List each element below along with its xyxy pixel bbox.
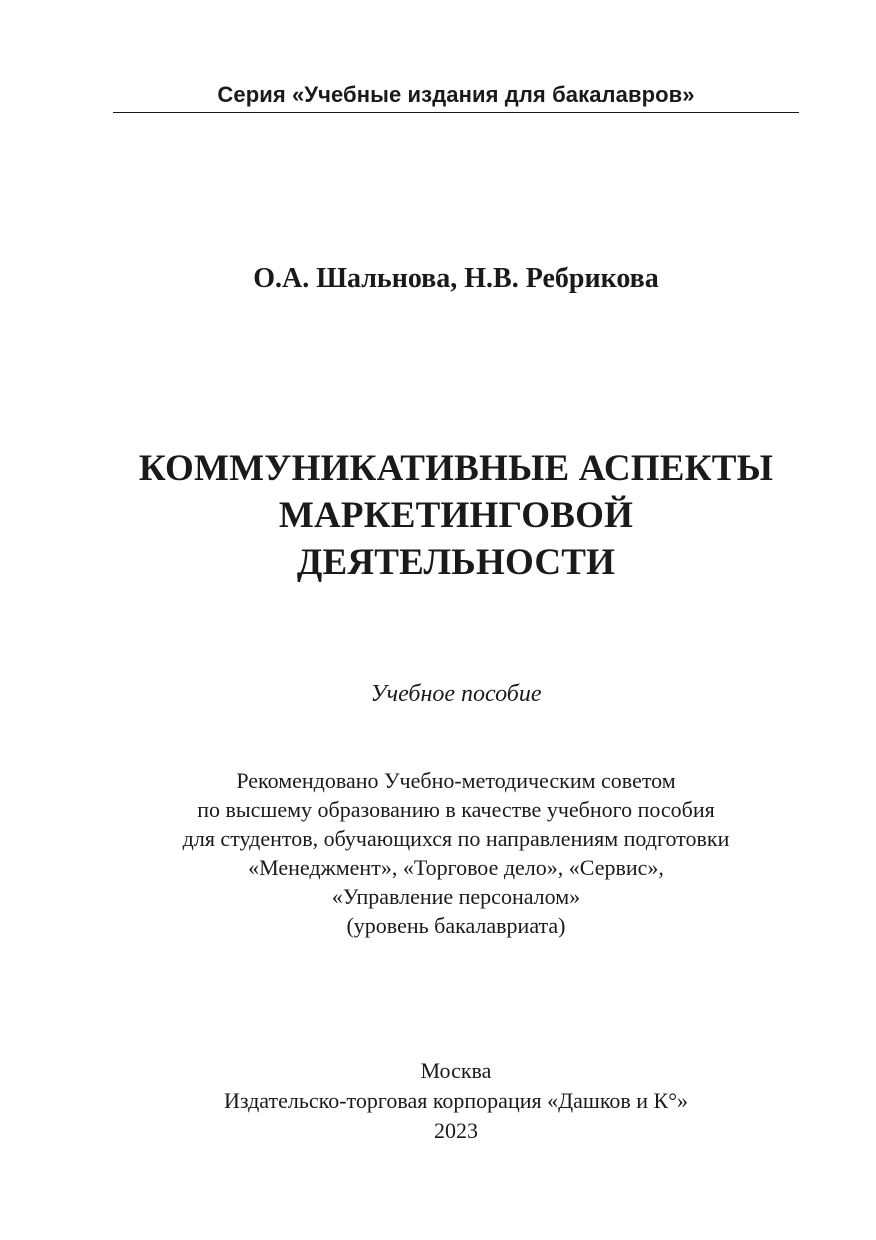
recommendation-note: [0, 766, 876, 940]
imprint-year: 2023: [434, 1118, 478, 1143]
recommendation-line: (уровень бакалавриата): [346, 913, 566, 938]
book-title: [0, 445, 876, 586]
series-heading: Серия «Учебные издания для бакалавров»: [217, 82, 695, 107]
book-title-line: ДЕЯТЕЛЬНОСТИ: [296, 542, 616, 583]
recommendation-line: Рекомендовано Учебно-методическим советом: [236, 768, 676, 793]
publication-type: Учебное пособие: [370, 681, 542, 707]
recommendation-line: «Менеджмент», «Торговое дело», «Сервис»,: [248, 855, 664, 880]
recommendation-line: для студентов, обучающихся по направлениям подготовки: [182, 826, 730, 851]
series-divider: [113, 112, 799, 113]
recommendation-line: по высшему образованию в качестве учебного пособия: [197, 797, 715, 822]
imprint-publisher: Издательско-торговая корпорация «Дашков и К°»: [223, 1088, 689, 1113]
recommendation-line: «Управление персоналом»: [331, 884, 581, 909]
imprint: [0, 1056, 876, 1146]
authors: О.А. Шальнова, Н.В. Ребрикова: [253, 263, 659, 294]
book-title-line: МАРКЕТИНГОВОЙ: [278, 495, 634, 536]
imprint-city: Москва: [420, 1058, 492, 1083]
book-title-line: КОММУНИКАТИВНЫЕ АСПЕКТЫ: [138, 448, 774, 489]
